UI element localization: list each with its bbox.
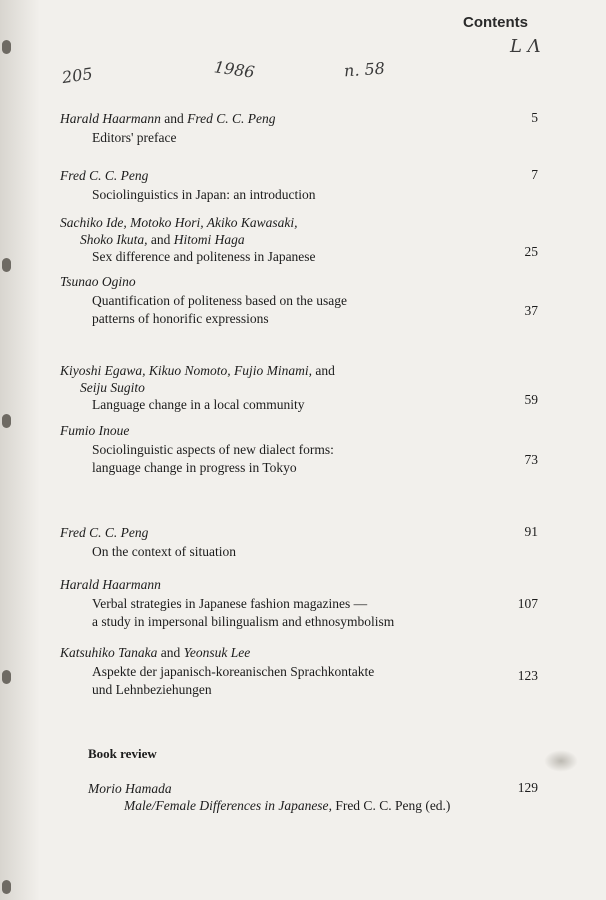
author-name: Yeonsuk Lee — [183, 645, 251, 660]
toc-authors — [60, 644, 606, 661]
binding-hole — [2, 40, 11, 54]
author-name: Kiyoshi Egawa, Kikuo Nomoto, Fujio Minami, — [60, 363, 312, 378]
stain-mark — [544, 750, 578, 772]
toc-title-line: Sociolinguistics in Japan: an introduction — [92, 187, 316, 202]
author-name: Fred C. C. Peng — [60, 168, 149, 183]
page-number: 37 — [524, 303, 538, 318]
toc-authors — [60, 167, 606, 184]
toc-entry — [0, 167, 606, 204]
author-name: Seiju Sugito — [80, 380, 145, 395]
author-name: Harald Haarmann — [60, 577, 161, 592]
page-number: 123 — [517, 668, 538, 683]
toc-title-line: a study in impersonal bilingualism and ethnosymbolism — [92, 614, 395, 629]
review-book-editor: , Fred C. C. Peng (ed.) — [328, 798, 451, 813]
author-name: Tsunao Ogino — [60, 274, 136, 289]
toc-authors — [60, 110, 606, 127]
toc-title-line: Aspekte der japanisch-koreanischen Sprachkontakte — [92, 664, 375, 679]
binding-hole — [2, 880, 11, 894]
toc-title-line: Editors' preface — [92, 130, 177, 145]
toc-title-line: patterns of honorific expressions — [92, 311, 269, 326]
page-number: 91 — [524, 524, 538, 539]
toc-entry — [0, 273, 606, 328]
toc-title-line: Verbal strategies in Japanese fashion magazines — — [92, 596, 368, 611]
page-number: 59 — [524, 392, 538, 407]
toc-entry-book-review — [0, 780, 606, 815]
author-name: Sachiko Ide, Motoko Hori, Akiko Kawasaki, — [60, 215, 298, 230]
toc-authors — [60, 362, 606, 379]
review-author: Morio Hamada — [88, 781, 172, 796]
author-name: Harald Haarmann — [60, 111, 161, 126]
toc-authors — [60, 422, 606, 439]
page-number: 129 — [517, 780, 538, 795]
author-name: Fred C. C. Peng — [60, 525, 149, 540]
handwritten-issue: n. 58 — [343, 58, 386, 81]
toc-entry — [0, 214, 606, 266]
toc-title-line: Language change in a local community — [92, 397, 305, 412]
toc-title-line: und Lehnbeziehungen — [92, 682, 212, 697]
page-title: Contents — [463, 14, 528, 31]
toc-authors — [60, 273, 606, 290]
toc-entry — [0, 362, 606, 414]
author-name: Shoko Ikuta, — [80, 232, 148, 247]
book-review-heading: Book review — [88, 746, 157, 761]
page-number: 73 — [524, 452, 538, 467]
author-name: and — [147, 232, 174, 247]
page-number: 25 — [524, 244, 538, 259]
page-number: 107 — [517, 596, 538, 611]
handwritten-number: 205 — [60, 63, 94, 88]
author-name: Katsuhiko Tanaka — [60, 645, 158, 660]
toc-entry — [0, 524, 606, 561]
toc-title-line: On the context of situation — [92, 544, 236, 559]
toc-authors — [60, 214, 606, 231]
author-name: and — [160, 111, 188, 126]
author-name: and — [157, 645, 184, 660]
toc-entry — [0, 110, 606, 147]
toc-title-line: Sex difference and politeness in Japanese — [92, 249, 316, 264]
author-name: Fred C. C. Peng — [187, 111, 276, 126]
page-number: 7 — [531, 167, 538, 182]
toc-title-line: Sociolinguistic aspects of new dialect forms: — [92, 442, 334, 457]
page-number: 5 — [531, 110, 538, 125]
toc-title-line: language change in progress in Tokyo — [92, 460, 297, 475]
author-name: and — [312, 363, 335, 378]
review-book-title: Male/Female Differences in Japanese — [124, 798, 329, 813]
author-name: Hitomi Haga — [173, 232, 245, 247]
toc-authors — [60, 576, 606, 593]
toc-entry — [0, 644, 606, 699]
toc-entry — [0, 422, 606, 477]
handwritten-mark: L Λ — [510, 36, 541, 57]
author-name: Fumio Inoue — [60, 423, 130, 438]
toc-entry — [0, 576, 606, 631]
toc-title-line: Quantification of politeness based on the usage — [92, 293, 347, 308]
handwritten-year: 1986 — [212, 57, 256, 82]
